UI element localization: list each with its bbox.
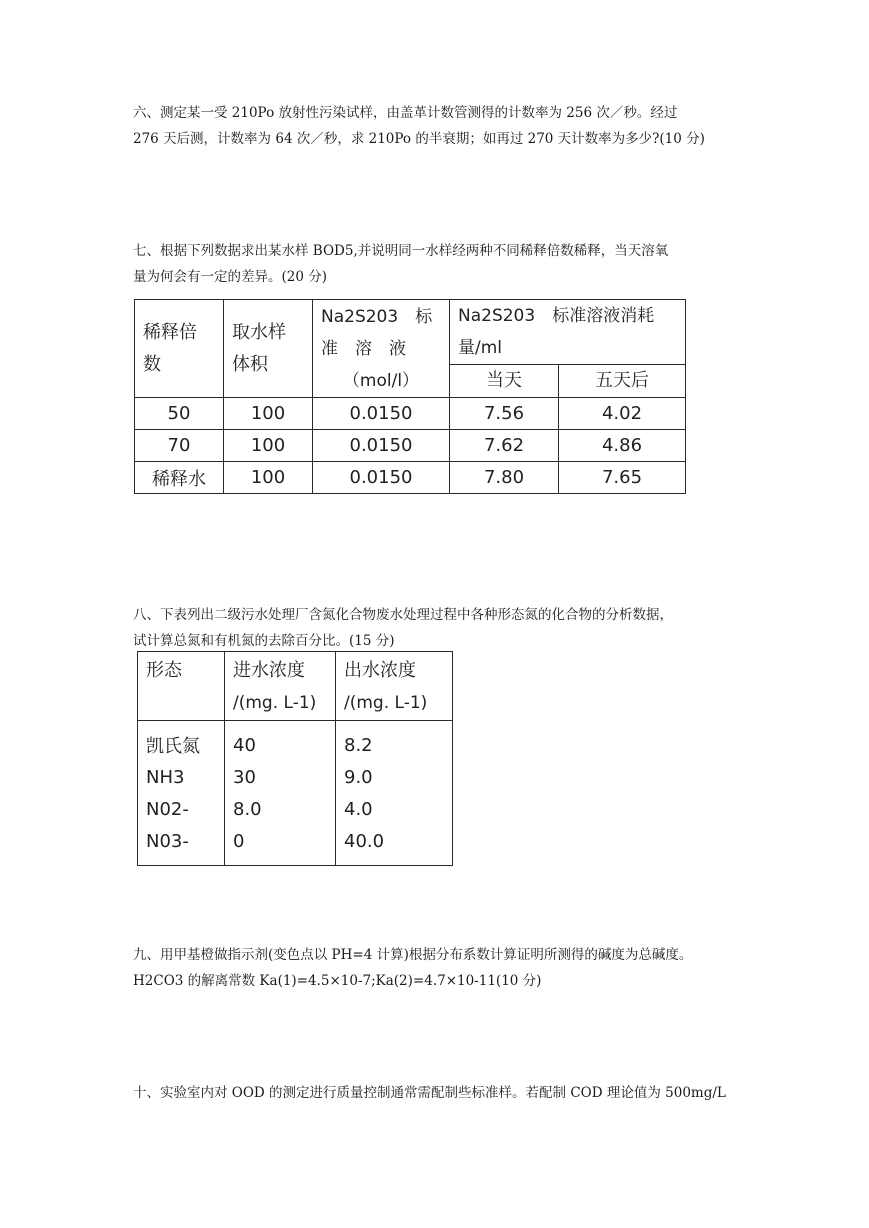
table-row xyxy=(138,793,453,825)
day5-cell: 4.86 xyxy=(559,430,686,462)
dilution-cell: 稀释水 xyxy=(135,462,224,494)
outflow-cell: 4.0 xyxy=(336,793,453,825)
volume-header-line1: 取水样 xyxy=(232,321,286,343)
day0-cell: 7.80 xyxy=(450,462,559,494)
question-9: 九、用甲基橙做指示剂(变色点以 PH=4 计算)根据分布系数计算证明所测得的碱度为总碱度。 H2CO3 的解离常数 Ka(1)=4.5×10-7;Ka(2)=4.7×10-11(10 分) xyxy=(133,947,693,989)
outflow-cell: 8.2 xyxy=(336,721,453,762)
day5-cell: 7.65 xyxy=(559,462,686,494)
conc-cell: 0.0150 xyxy=(313,398,450,430)
outflow-cell: 40.0 xyxy=(336,825,453,857)
std-header-line1: Na2S203 标 xyxy=(321,306,433,327)
dilution-cell: 70 xyxy=(135,430,224,462)
std-solution-header xyxy=(313,300,450,398)
table-bottom-pad xyxy=(138,857,453,866)
std-header-line2: 准 溶 液 xyxy=(321,338,406,359)
outflow-cell: 9.0 xyxy=(336,761,453,793)
question-7: 七、根据下列数据求出某水样 BOD5,并说明同一水样经两种不同稀释倍数稀释，当天溶氧 量为何会有一定的差异。(20 分) xyxy=(133,243,669,285)
form-header: 形态 xyxy=(138,652,225,721)
dilution-cell: 50 xyxy=(135,398,224,430)
inflow-cell: 8.0 xyxy=(225,793,336,825)
day0-cell: 7.56 xyxy=(450,398,559,430)
volume-header-line2: 体积 xyxy=(232,353,268,375)
std-header-line3: （mol/l） xyxy=(342,370,420,391)
form-cell: N02- xyxy=(138,793,225,825)
dilution-header xyxy=(135,300,224,398)
day0-header: 当天 xyxy=(450,365,559,398)
inflow-cell: 0 xyxy=(225,825,336,857)
volume-header xyxy=(224,300,313,398)
consume-header-line2: 量/ml xyxy=(458,338,503,358)
day5-header: 五天后 xyxy=(559,365,686,398)
volume-cell: 100 xyxy=(224,462,313,494)
table-row xyxy=(135,430,686,462)
form-cell: NH3 xyxy=(138,761,225,793)
n-header-row xyxy=(138,652,453,687)
dilution-header-line1: 稀释倍 xyxy=(143,321,197,343)
dilution-header-line2: 数 xyxy=(143,353,161,375)
form-cell: 凯氏氮 xyxy=(138,721,225,762)
conc-cell: 0.0150 xyxy=(313,462,450,494)
inflow-cell: 40 xyxy=(225,721,336,762)
outflow-header-line1: 出水浓度 xyxy=(336,652,453,687)
question-10: 十、实验室内对 OOD 的测定进行质量控制通常需配制些标准样。若配制 COD 理论值为 500mg/L xyxy=(133,1085,726,1101)
table-row xyxy=(138,721,453,762)
day5-cell: 4.02 xyxy=(559,398,686,430)
table-row xyxy=(135,462,686,494)
inflow-header-line1: 进水浓度 xyxy=(225,652,336,687)
table-row xyxy=(135,398,686,430)
conc-cell: 0.0150 xyxy=(313,430,450,462)
question-8: 八、下表列出二级污水处理厂含氮化合物废水处理过程中各种形态氮的化合物的分析数据， 试计算总氮和有机氮的去除百分比。(15 分) xyxy=(133,607,673,649)
consume-header xyxy=(450,300,686,365)
table-row xyxy=(138,761,453,793)
nitrogen-data-table xyxy=(137,651,453,866)
table-row xyxy=(138,825,453,857)
question-6: 六、测定某一受 210Po 放射性污染试样，由盖革计数管测得的计数率为 256 次／秒。经过 276 天后测，计数率为 64 次／秒，求 210Po 的半衰期；如再过 270 天计数率为多少?(10 分) xyxy=(133,105,705,147)
inflow-cell: 30 xyxy=(225,761,336,793)
volume-cell: 100 xyxy=(224,430,313,462)
consume-header-line1: Na2S203 标准溶液消耗 xyxy=(458,306,655,326)
bod-header-row xyxy=(135,300,686,365)
outflow-header-line2: /(mg. L-1) xyxy=(336,686,453,721)
bod-data-table xyxy=(134,299,686,494)
inflow-header-line2: /(mg. L-1) xyxy=(225,686,336,721)
form-cell: N03- xyxy=(138,825,225,857)
volume-cell: 100 xyxy=(224,398,313,430)
day0-cell: 7.62 xyxy=(450,430,559,462)
